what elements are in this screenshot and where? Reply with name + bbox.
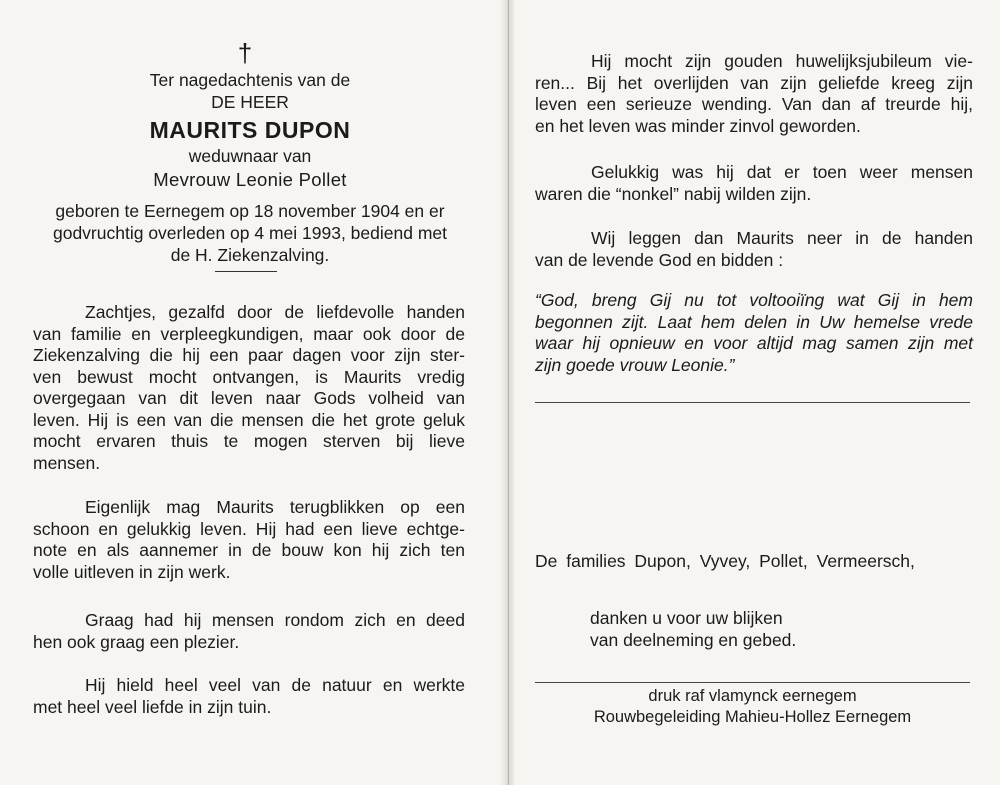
divider — [535, 682, 970, 683]
deceased-name: MAURITS DUPON — [149, 117, 351, 143]
text-line: mocht ervaren thuis te mogen sterven bij lieve — [33, 431, 465, 451]
text-line: en het leven was minder zinvol geworden. — [535, 115, 861, 136]
divider — [535, 402, 970, 403]
text-line: ven bewust mocht ontvangen, is Maurits vredig — [33, 366, 465, 387]
paragraph-5 — [535, 51, 973, 137]
intro-line: Ter nagedachtenis van de — [149, 70, 351, 90]
text-line: Hij mocht zijn gouden huwelijksjubileum vie- — [591, 51, 973, 71]
paragraph-6 — [535, 162, 973, 205]
text-line: volle uitleven in zijn werk. — [33, 561, 231, 582]
paragraph-7 — [535, 228, 973, 271]
text-line: leven een serieuze wending. Van dan af treurde hij, — [535, 94, 973, 114]
text-line: van deelneming en gebed. — [590, 629, 797, 650]
text-line: hen ook graag een plezier. — [33, 631, 240, 652]
text-line: ren... Bij het overlijden van zijn geliefde kreeg zijn — [535, 72, 973, 93]
paragraph-4 — [33, 675, 465, 718]
text-line: Wij leggen dan Maurits neer in de handen — [591, 228, 973, 248]
text-line: “God, breng Gij nu tot voltooiïng wat Gij in hem — [535, 290, 973, 310]
paragraph-3 — [33, 610, 465, 653]
text-line: met heel veel liefde in zijn tuin. — [33, 696, 272, 717]
spouse-name: Mevrouw Leonie Pollet — [153, 169, 347, 190]
right-page — [515, 0, 1000, 785]
funeral-director: Rouwbegeleiding Mahieu-Hollez Eernegem — [593, 708, 912, 726]
birth-line: godvruchtig overleden op 4 mei 1993, bediend met — [52, 223, 447, 243]
text-line: Eigenlijk mag Maurits terugblikken op een — [85, 497, 465, 517]
birth-line: de H. Ziekenzalving. — [170, 245, 330, 265]
text-line: Gelukkig was hij dat er toen weer mensen — [591, 162, 973, 182]
text-line: Ziekenzalving die hij een paar dagen voor zijn ster- — [33, 345, 465, 365]
birth-death-block — [30, 200, 470, 266]
text-line: mensen. — [33, 452, 101, 473]
paragraph-1 — [33, 302, 465, 474]
text-line: van familie en verpleegkundigen, maar ook door de — [33, 323, 465, 344]
text-line: schoon en gelukkig leven. Hij had een lieve echtge- — [33, 518, 465, 539]
text-line: waar hij opnieuw en voor altijd mag samen zijn met — [535, 333, 973, 353]
prayer-quote — [535, 290, 973, 376]
text-line: Hij hield heel veel van de natuur en werkte — [85, 675, 465, 695]
text-line: begonnen zijt. Laat hem delen in Uw hemelse vrede — [535, 311, 973, 332]
text-line: danken u voor uw blijken — [590, 608, 783, 628]
text-line: waren die “nonkel” nabij wilden zijn. — [535, 183, 812, 204]
birth-line: geboren te Eernegem op 18 november 1904 en er — [55, 201, 445, 221]
fold-crease — [508, 0, 509, 785]
text-line: Graag had hij mensen rondom zich en deed — [85, 610, 465, 630]
cross-icon: † — [237, 38, 253, 68]
paragraph-2 — [33, 497, 465, 583]
text-line: van de levende God en bidden : — [535, 249, 784, 270]
text-line: zijn goede vrouw Leonie.” — [535, 354, 735, 375]
honorific-title: DE HEER — [211, 92, 289, 112]
text-line: overgegaan van dit leven naar Gods volheid van — [33, 388, 465, 408]
text-line: note en als aannemer in de bouw kon hij zich ten — [33, 540, 465, 560]
card-fold — [500, 0, 514, 785]
divider — [215, 271, 277, 272]
relation-line: weduwnaar van — [188, 146, 312, 166]
text-line: leven. Hij is een van die mensen die het grote geluk — [33, 409, 465, 430]
families-line: De families Dupon, Vyvey, Pollet, Vermeersch, — [535, 551, 915, 571]
printer-credit: druk raf vlamynck eernegem — [648, 687, 857, 705]
text-line: Zachtjes, gezalfd door de liefdevolle handen — [85, 302, 465, 322]
thanks-block — [590, 608, 970, 651]
